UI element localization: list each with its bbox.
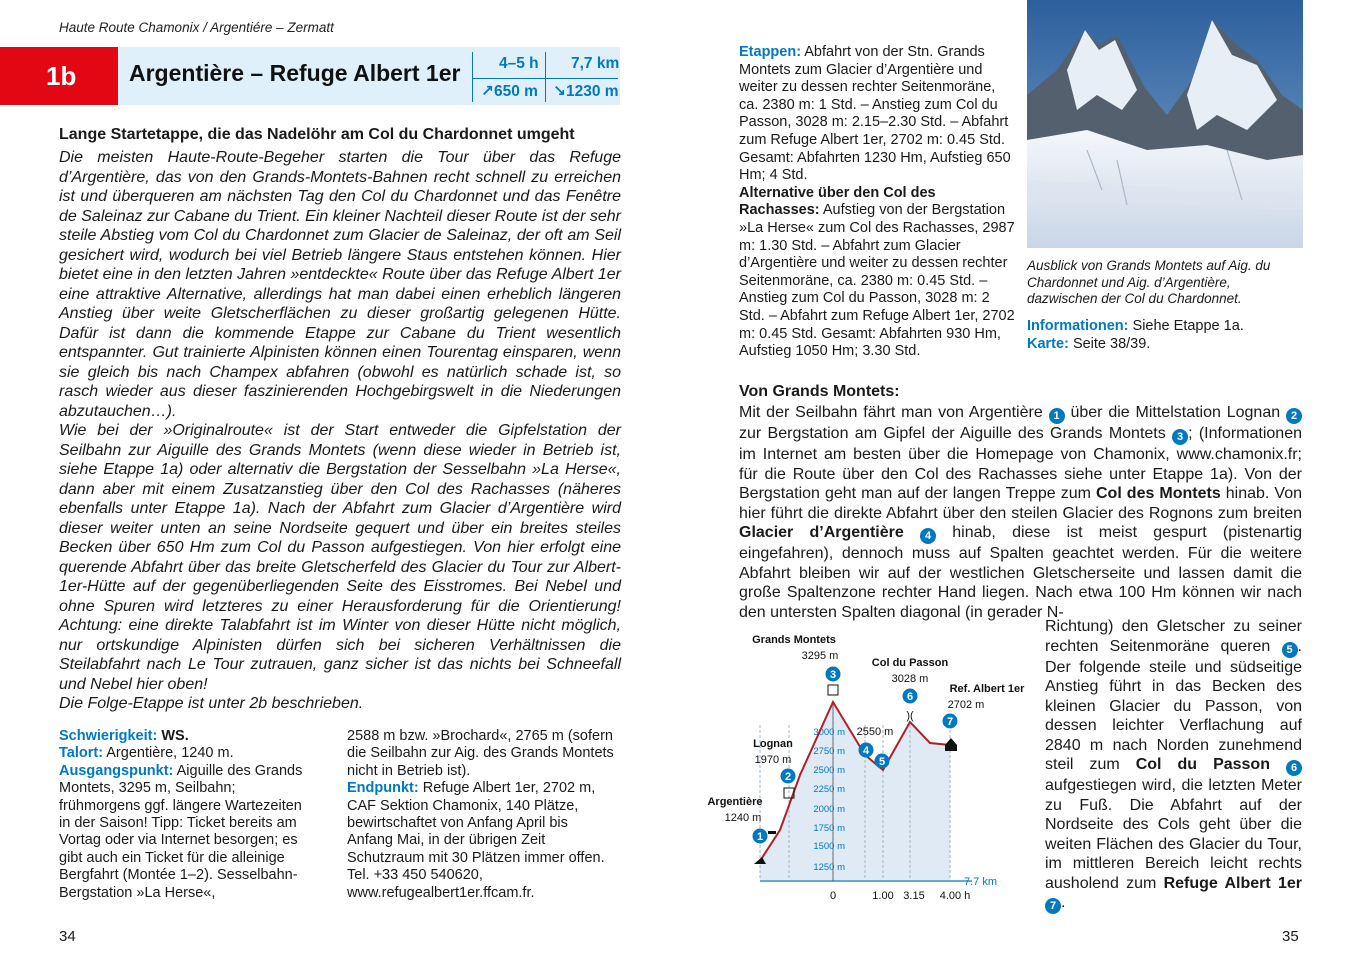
start-continued: 2588 m bzw. »Brochard«, 2765 m (sofern die Seilbahn zur Aig. des Grands Montets nicht in Betrieb ist).: [347, 728, 614, 779]
route-text-5: hinab. Von hier führt die direkte Abfahrt über den steilen Glacier des Rognons zum breiten: [739, 485, 1302, 522]
y-tick: 2000 m: [813, 804, 845, 815]
col-des-montets: Col des Montets: [1095, 485, 1221, 502]
stages-value: Abfahrt von der Stn. Grands Montets zum Glacier d’Argentière und weiter zu dessen rechter Seitenmoräne, ca. 2380 m: 1 Std. – Anstieg zum Col du Passon, 3028 m: 2.15–2.30 Std. – Abfahrt zum Refuge Albert 1er, 2702 m: 0.45 Std. Gesamt: Abfahrten 1230 Hm, Aufstieg 650 Hm; 4 Std.: [739, 44, 1011, 184]
stat-ascent: ↗650 m: [481, 83, 538, 100]
route-description-continued: Richtung) den Gletscher zu seiner rechten Seitenmoräne queren 5 . Der folgende steile und südseitige Anstieg führt in das Becken des kleinen Glacier du Passon, von dessen leichter Verflachung auf 2840 m nach Norden zunehmend steil zum Col du Passon 6 aufgestiegen wird, die letzten Meter zu Fuß. Die Abfahrt auf der Nordseite des Cols geht über die weiten Flächen des Glacier du Tour, im mittleren Bereich leicht rechts ausholend zum Refuge Albert 1er 7 .: [1045, 618, 1302, 912]
info-value: Siehe Etappe 1a.: [1132, 318, 1244, 334]
waypoint-6-icon: 6: [1286, 760, 1302, 776]
elev-grands-montets: 3295 m: [801, 650, 839, 662]
route-description: [739, 403, 1302, 622]
label-ref-albert: Ref. Albert 1er: [949, 683, 1025, 695]
y-tick: 1750 m: [813, 823, 845, 834]
y-tick: 1500 m: [813, 841, 845, 852]
waypoint-1-icon: 1: [1049, 408, 1065, 424]
difficulty-value: WS.: [161, 728, 189, 744]
label-lognan: Lognan: [753, 738, 793, 750]
profile-waypoint-5: 5: [878, 756, 886, 768]
label-col-du-passon: Col du Passon: [871, 657, 949, 669]
route-text-4: ; (Informationen im Internet am besten über die Homepage von Chamonix, www.chamonix.fr; für die Route über den Col des Rachasses siehe unter Etappe 1a). Von der Bergstation geht man auf der langen Treppe zum: [739, 425, 1302, 502]
waypoint-7-icon: 7: [1045, 898, 1061, 914]
alternative-value: Aufstieg von der Bergstation »La Herse« zum Col des Rachasses, 2987 m: 1.30 Std. – Abfahrt zum Glacier d’Argentière und weiter zu dessen rechter Seitenmoräne, ca. 2380 m: 0.45 Std. – Anstieg zum Col du Passon, 3028 m: 2 Std. – Abfahrt zum Refuge Albert 1er, 2702 m: 0.45 Std. Gesamt: Abfahrten 930 Hm, Aufstieg 1050 Hm; 3.30 Std.: [739, 202, 1015, 360]
y-tick: 2500 m: [813, 765, 845, 776]
facts-right: [347, 728, 617, 902]
waypoint-3-icon: 3: [1172, 429, 1188, 445]
waypoint-4-icon: 4: [920, 528, 936, 544]
profile-waypoint-3: 3: [829, 669, 837, 681]
waypoint-5-icon: 5: [1282, 642, 1298, 658]
x-tick: 3.15: [903, 890, 925, 902]
refuge-albert: Refuge Albert 1er: [1163, 874, 1302, 892]
svg-text:)(: )(: [906, 710, 914, 722]
profile-distance: 7.7 km: [963, 876, 997, 888]
profile-waypoint-1: 1: [756, 831, 764, 843]
stat-distance: 7,7 km: [571, 55, 620, 72]
route-text-1: Mit der Seilbahn fährt man von Argentière: [739, 404, 1043, 421]
intro-paragraph-3: Die Folge-Etappe ist unter 2b beschrieben.: [59, 695, 364, 712]
stages-label: Etappen:: [739, 44, 802, 60]
stat-time: 4–5 h: [499, 55, 539, 72]
profile-waypoint-4: 4: [862, 745, 870, 757]
stage-title: Argentière – Refuge Albert 1er: [129, 60, 461, 86]
valley-label: Talort:: [59, 745, 104, 762]
difficulty-label: Schwierigkeit:: [59, 728, 158, 744]
intro-paragraph-1: Die meisten Haute-Route-Begeher starten die Tour über das Refuge d’Argentière, das von den Grands-Montets-Bahnen recht schnell zu erreichen ist und überqueren am nächsten Tag den Col du Chardonnet und das Fenêtre de Saleinaz zur Cabane du Trient. Ein kleiner Nachteil dieser Route ist der sehr steile Abstieg vom Col du Chardonnet zum Glacier de Saleinaz, der oft am Seil gesichert wird, wodurch bei viel Betrieb längere Staus entstehen können. Hier bietet eine in den letzten Jahren »entdeckte« Route über das Refuge Albert 1er eine attraktive Alternative, allerdings hat man dabei einen erheblich längeren Anstieg über weite Gletscherflächen zu dieser großartig gelegenen Hütte. Dafür ist dann die kommende Etappe zur Cabane du Trient wesentlich entspannter. Gut trainierte Alpinisten können einen Tourentag einsparen, wenn sie gleich bis nach Champex abfahren (obwohl es natürlich schade ist, so rasch wieder aus dieser faszinierenden Hochgebirgswelt in die Niederungen abzutauchen…).: [59, 149, 621, 420]
col-du-passon: Col du Passon: [1135, 756, 1270, 773]
stages-info: [739, 44, 1015, 361]
x-tick: 1.00: [872, 890, 894, 902]
intro-heading: Lange Startetappe, die das Nadelöhr am Col du Chardonnet umgeht: [59, 126, 575, 143]
profile-waypoint-7: 7: [946, 716, 954, 728]
valley-value: Argentière, 1240 m.: [106, 745, 234, 762]
alternative-label: Alternative über den Col des Rachasses:: [739, 184, 936, 219]
elev-ref-albert: 2702 m: [947, 699, 985, 711]
elev-argentiere: 1240 m: [724, 812, 762, 824]
label-argentiere: Argentière: [707, 796, 763, 808]
page-number-left: 34: [59, 928, 76, 945]
stat-descent: ↘1230 m: [553, 83, 619, 100]
elev-col-du-passon: 3028 m: [891, 673, 929, 685]
route-text-3: zur Bergstation am Gipfel der Aiguille des Grands Montets: [739, 425, 1166, 442]
y-tick: 3000 m: [813, 727, 845, 738]
y-tick: 1250 m: [813, 862, 845, 873]
label-grands-montets: Grands Montets: [752, 634, 836, 646]
stage-stats: [472, 52, 618, 102]
route-cont-3: aufgestiegen wird, die letzten Meter zu Fuß. Die Abfahrt auf der Nordseite des Cols geht über die weiten Flächen des Glacier du Tour, im mittleren Bereich leicht rechts ausholend zum: [1045, 777, 1302, 892]
route-cont-1: Richtung) den Gletscher zu seiner rechten Seitenmoräne queren: [1045, 618, 1302, 655]
waypoint-2-icon: 2: [1286, 408, 1302, 424]
running-head: Haute Route Chamonix / Argentiére – Zermatt: [59, 20, 334, 35]
x-tick: 4.00 h: [939, 890, 971, 902]
route-text-2: über die Mittelstation Lognan: [1070, 404, 1281, 421]
elev-mid: 2550 m: [856, 726, 894, 738]
intro-text: [59, 148, 621, 714]
x-tick: 0: [829, 890, 837, 902]
mountain-photo: [1027, 0, 1303, 248]
map-value: Seite 38/39.: [1072, 335, 1151, 352]
profile-waypoint-6: 6: [906, 691, 914, 703]
profile-waypoint-2: 2: [784, 771, 792, 783]
glacier-argentiere: Glacier d’Argentière: [739, 524, 904, 541]
map-label: Karte:: [1027, 335, 1069, 352]
end-value: Refuge Albert 1er, 2702 m, CAF Sektion Chamonix, 140 Plätze, bewirtschaftet von Anfang April bis Anfang Mai, in der übrigen Zeit Schutzraum mit 30 Plätzen immer offen. Tel. +33 450 540620, www.refugealbert1er.ffcam.fr.: [347, 780, 605, 901]
start-value: Aiguille des Grands Montets, 3295 m, Seilbahn; frühmorgens ggf. längere Wartezeiten in der Saison! Tipp: Ticket bereits am Vortag oder via Internet besorgen; es gibt auch ein Ticket für die alleinige Bergfahrt (Montée 1–2). Sesselbahn-Bergstation »La Herse«,: [59, 762, 303, 901]
y-tick: 2750 m: [813, 746, 845, 757]
elev-lognan: 1970 m: [754, 754, 792, 766]
y-tick: 2250 m: [813, 784, 845, 795]
page-number-right: 35: [1282, 928, 1299, 945]
route-cont-2: . Der folgende steile und südseitige Anstieg führt in das Becken des kleinen Glacier du Passon, von dessen leichter Verflachung auf 2840 m nach Norden zunehmend steil zum: [1045, 637, 1302, 773]
photo-caption: Ausblick von Grands Montets auf Aig. du Chardonnet und Aig. d’Argentière, dazwischen der Col du Chardonnet.: [1027, 258, 1271, 306]
stage-number-tab: 1b: [0, 47, 118, 105]
facts-left: [59, 728, 305, 902]
route-heading: Von Grands Montets:: [739, 383, 900, 400]
elevation-profile: [700, 625, 1040, 915]
informations: [1027, 318, 1317, 353]
end-label: Endpunkt:: [347, 780, 419, 797]
intro-paragraph-2: Wie bei der »Originalroute« ist der Start entweder die Gipfelstation der Seilbahn zur Aiguille des Grands Montets (wenn diese wieder in Betrieb ist, siehe Etappe 1a) oder alternativ die Bergstation der Sesselbahn »La Herse«, dann aber mit einem Zusatzanstieg über den Col des Rachasses (näheres ebenfalls unter Etappe 1a). Nach der Abfahrt zum Glacier d’Argentière wird dieser weiter unten an seine Nordseite gequert und über ein breites steiles Becken über 650 Hm zum Col du Passon aufgestiegen. Von hier erfolgt eine querende Abfahrt über das breite Gletscherfeld des Glacier du Tour zur Albert-1er-Hütte auf der gegenüberliegenden Seite des Eisstromes. Bei Nebel und ohne Spuren wird letzteres zu einer Herausforderung für die Orientierung! Achtung: eine direkte Talabfahrt ist im Winter von dieser Hütte nicht möglich, nur ortskundige Alpinisten dürfen sich bei sicheren Verhältnissen die Steilabfahrt nach Le Tour zutrauen, ganz sicher ist das nichts bei Schneefall und Nebel hier oben!: [59, 422, 621, 693]
start-label: Ausgangspunkt:: [59, 762, 174, 779]
route-text-6: hinab, diese ist meist gespurt (pistenartig eingefahren), dennoch muss auf Spalten geachtet werden. Für die weitere Abfahrt bleiben wir auf der westlichen Gletscherseite und lassen damit die große Spaltenzone rechter Hand liegen. Nach etwa 100 Hm können wir nach den untersten Spalten diagonal (in gerader N-: [739, 524, 1303, 621]
info-label: Informationen:: [1027, 318, 1129, 334]
